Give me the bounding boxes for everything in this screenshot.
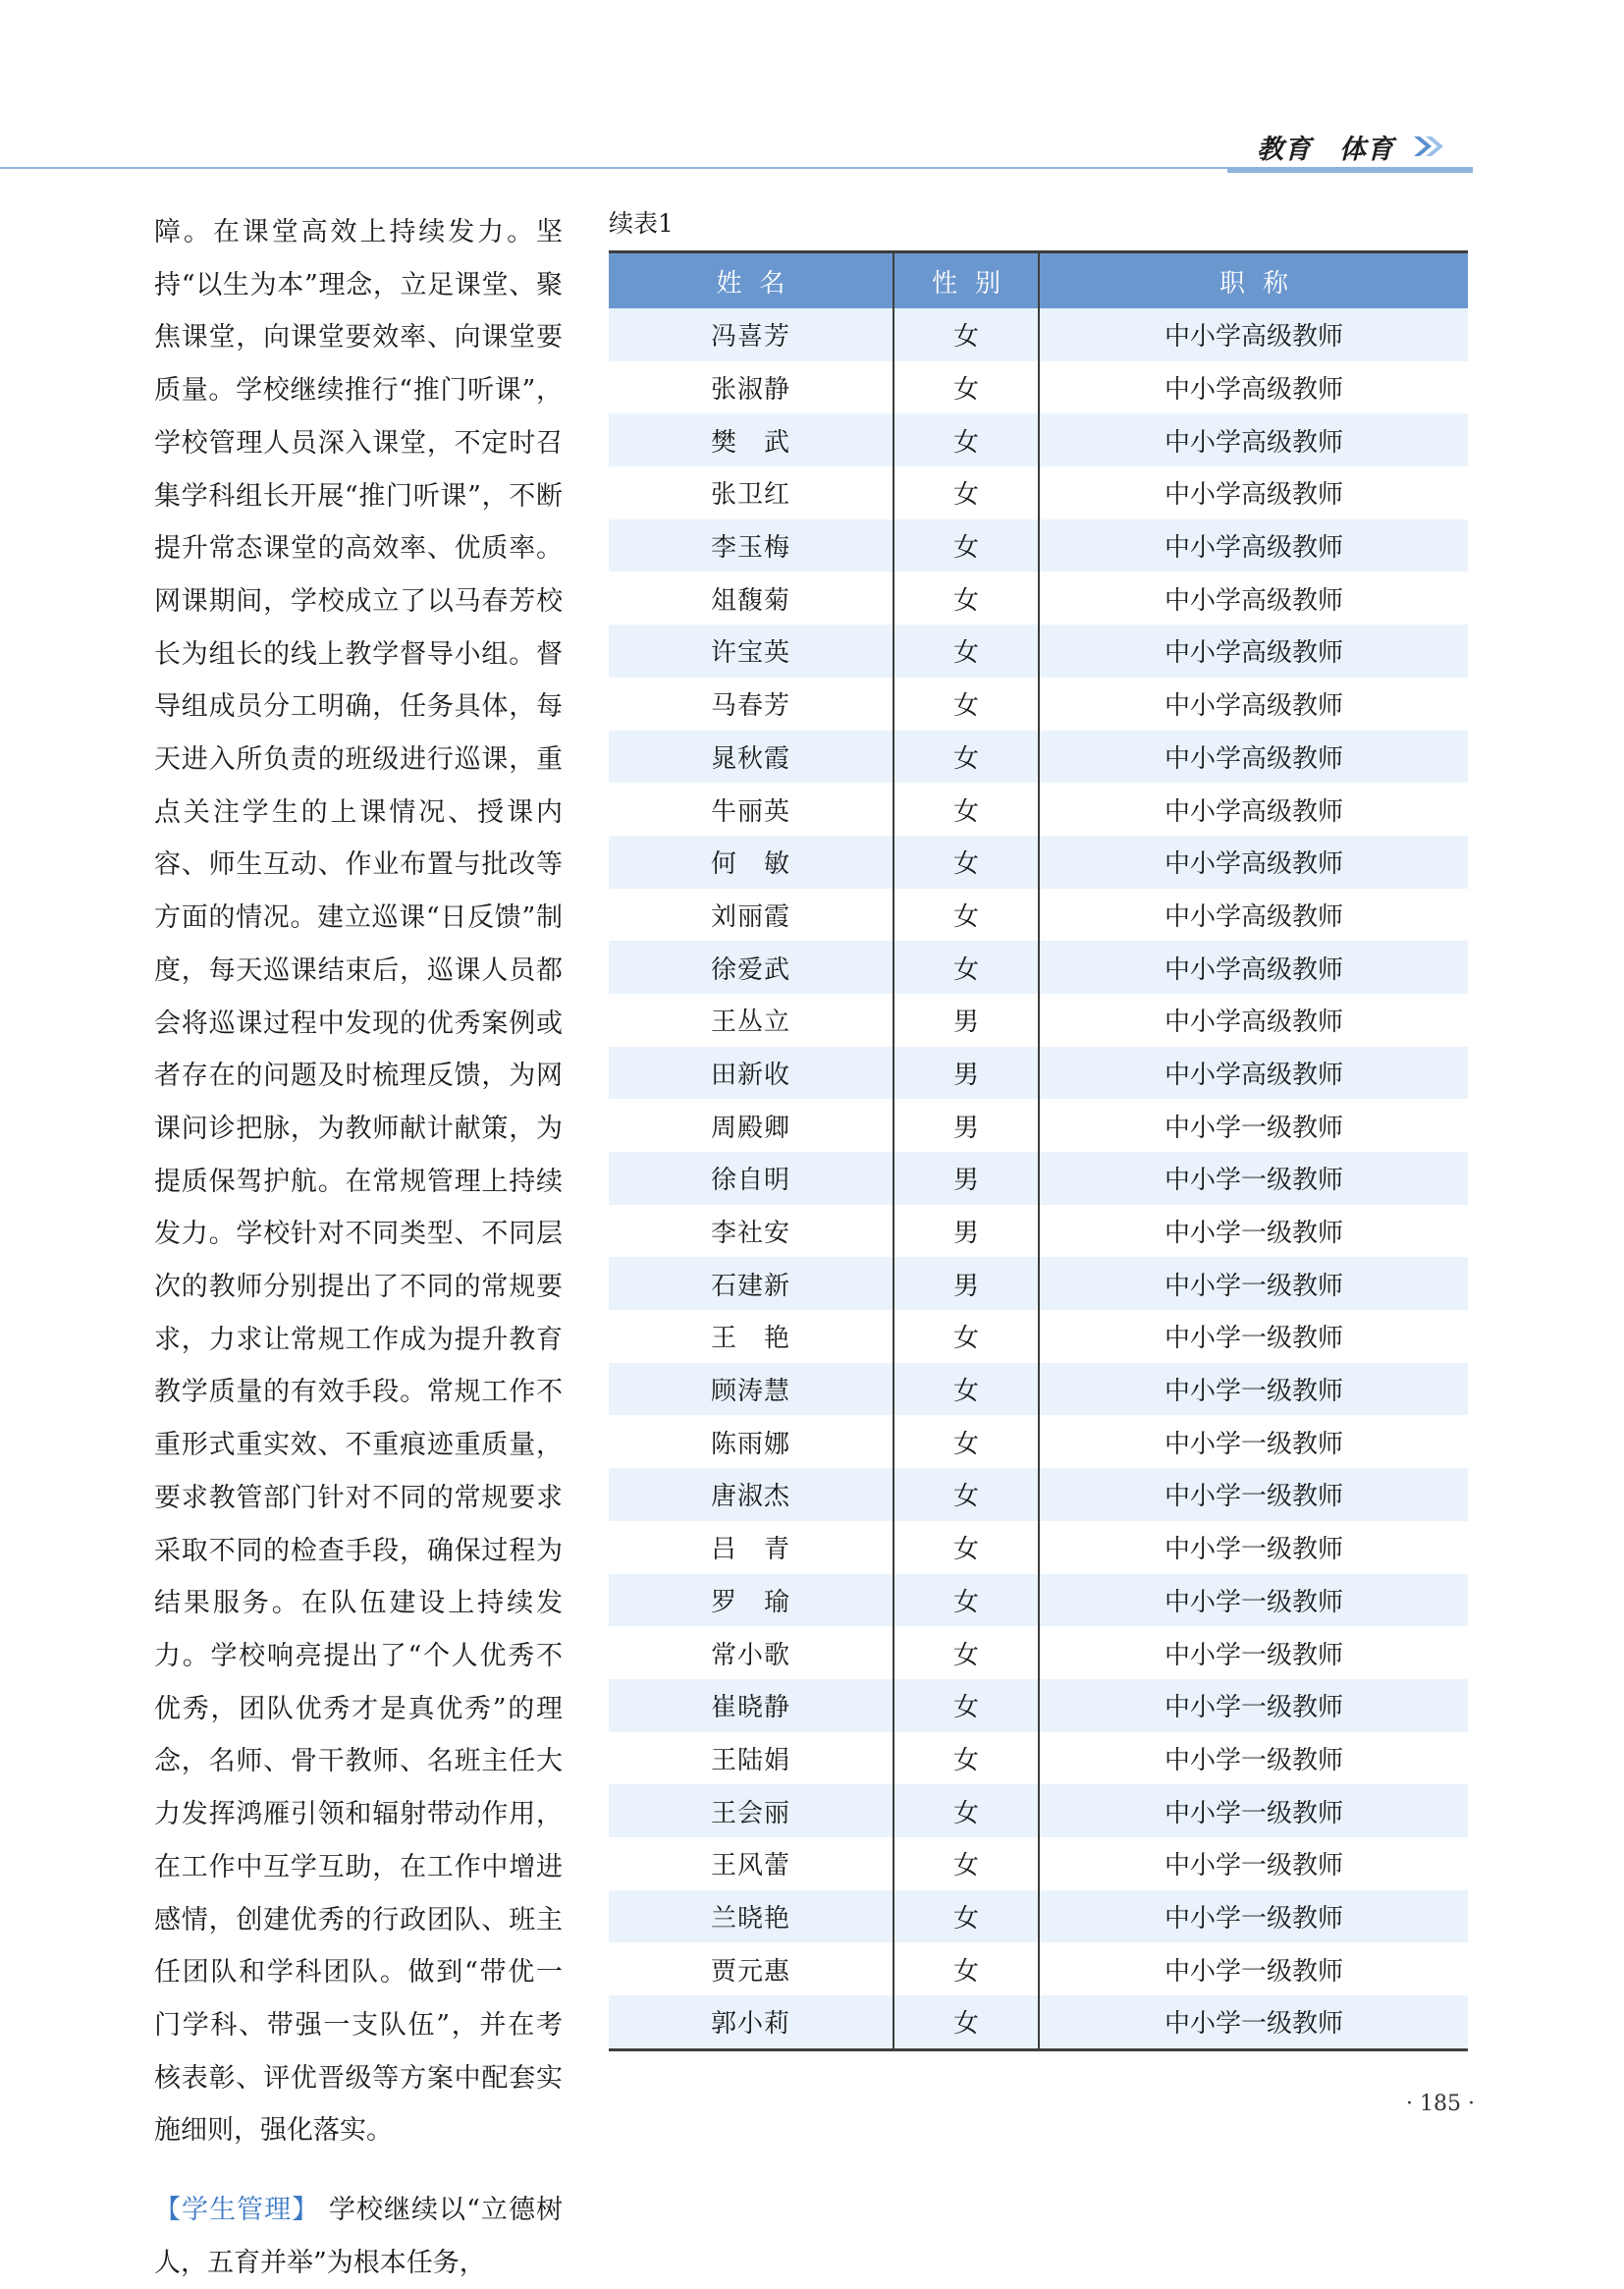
- column-header-gender: 性别: [893, 252, 1039, 309]
- cell-gender: 女: [893, 1679, 1039, 1732]
- cell-gender: 女: [893, 1574, 1039, 1627]
- cell-title: 中小学高级教师: [1039, 941, 1468, 994]
- cell-title: 中小学一级教师: [1039, 1152, 1468, 1205]
- table-row: [609, 1363, 1468, 1416]
- cell-gender: 女: [893, 889, 1039, 942]
- column-header-name: 姓名: [609, 252, 893, 309]
- cell-title: 中小学高级教师: [1039, 308, 1468, 361]
- table-row: [609, 1732, 1468, 1785]
- table-row: [609, 889, 1468, 942]
- cell-gender: 男: [893, 1205, 1039, 1258]
- cell-name: 马春芳: [609, 678, 893, 731]
- cell-gender: 女: [893, 836, 1039, 889]
- cell-gender: 女: [893, 1732, 1039, 1785]
- cell-name: 李玉梅: [609, 519, 893, 572]
- cell-gender: 女: [893, 1363, 1039, 1416]
- table-row: [609, 1257, 1468, 1310]
- cell-gender: 女: [893, 413, 1039, 466]
- cell-name: 罗 瑜: [609, 1574, 893, 1627]
- cell-name: 牛丽英: [609, 783, 893, 836]
- cell-gender: 女: [893, 1995, 1039, 2049]
- body-paragraph-text: 学校继续以“立德树人，五育并举”为根本任务，: [154, 2195, 563, 2278]
- cell-name: 徐爱武: [609, 941, 893, 994]
- cell-name: 张淑静: [609, 361, 893, 414]
- table-body: [609, 308, 1468, 2049]
- cell-name: 唐淑杰: [609, 1468, 893, 1521]
- cell-title: 中小学高级教师: [1039, 783, 1468, 836]
- cell-title: 中小学一级教师: [1039, 1890, 1468, 1943]
- table-row: [609, 1574, 1468, 1627]
- cell-name: 石建新: [609, 1257, 893, 1310]
- cell-name: 王陆娟: [609, 1732, 893, 1785]
- cell-name: 陈雨娜: [609, 1415, 893, 1468]
- cell-name: 张卫红: [609, 466, 893, 519]
- cell-title: 中小学高级教师: [1039, 519, 1468, 572]
- cell-gender: 女: [893, 1942, 1039, 1995]
- cell-title: 中小学高级教师: [1039, 413, 1468, 466]
- table-row: [609, 1784, 1468, 1837]
- body-paragraph: 障。在课堂高效上持续发力。坚持“以生为本”理念，立足课堂、聚焦课堂，向课堂要效率、向课堂要质量。学校继续推行“推门听课”，学校管理人员深入课堂，不定时召集学科组长开展“推门听课”，不断提升常态课堂的高效率、优质率。网课期间，学校成立了以马春芳校长为组长的线上教学督导小组。督导组成员分工明确，任务具体，每天进入所负责的班级进行巡课，重点关注学生的上课情况、授课内容、师生互动、作业布置与批改等方面的情况。建立巡课“日反馈”制度，每天巡课结束后，巡课人员都会将巡课过程中发现的优秀案例或者存在的问题及时梳理反馈，为网课问诊把脉，为教师献计献策，为提质保驾护航。在常规管理上持续发力。学校针对不同类型、不同层次的教师分别提出了不同的常规要求，力求让常规工作成为提升教育教学质量的有效手段。常规工作不重形式重实效、不重痕迹重质量，要求教管部门针对不同的常规要求采取不同的检查手段，确保过程为结果服务。在队伍建设上持续发力。学校响亮提出了“个人优秀不优秀，团队优秀才是真优秀”的理念，名师、骨干教师、名班主任大力发挥鸿雁引领和辐射带动作用，在工作中互学互助，在工作中增进感情，创建优秀的行政团队、班主任团队和学科团队。做到“带优一门学科、带强一支队伍”，并在考核表彰、评优晋级等方案中配套实施细则，强化落实。: [154, 217, 563, 2147]
- cell-gender: 女: [893, 783, 1039, 836]
- cell-title: 中小学一级教师: [1039, 1574, 1468, 1627]
- table-row: [609, 1679, 1468, 1732]
- cell-name: 晁秋霞: [609, 731, 893, 784]
- table-row: [609, 1890, 1468, 1943]
- cell-name: 冯喜芳: [609, 308, 893, 361]
- table-row: [609, 308, 1468, 361]
- table-row: [609, 783, 1468, 836]
- table-row: [609, 1415, 1468, 1468]
- cell-title: 中小学一级教师: [1039, 1099, 1468, 1152]
- staff-table: [609, 250, 1468, 2051]
- table-row: [609, 466, 1468, 519]
- cell-name: 刘丽霞: [609, 889, 893, 942]
- cell-name: 崔晓静: [609, 1679, 893, 1732]
- cell-gender: 女: [893, 1521, 1039, 1574]
- cell-name: 何 敏: [609, 836, 893, 889]
- cell-title: 中小学高级教师: [1039, 678, 1468, 731]
- table-row: [609, 361, 1468, 414]
- cell-title: 中小学一级教师: [1039, 1626, 1468, 1679]
- cell-name: 顾涛慧: [609, 1363, 893, 1416]
- page-number: · 185 ·: [1406, 2092, 1475, 2116]
- cell-title: 中小学高级教师: [1039, 731, 1468, 784]
- cell-gender: 男: [893, 1099, 1039, 1152]
- cell-name: 周殿卿: [609, 1099, 893, 1152]
- cell-gender: 女: [893, 361, 1039, 414]
- table-row: [609, 413, 1468, 466]
- column-header-title: 职称: [1039, 252, 1468, 309]
- header-rule-accent: [1227, 167, 1473, 173]
- cell-gender: 女: [893, 731, 1039, 784]
- cell-name: 贾元惠: [609, 1942, 893, 1995]
- table-row: [609, 941, 1468, 994]
- table-row: [609, 1468, 1468, 1521]
- cell-gender: 男: [893, 1047, 1039, 1100]
- table-row: [609, 678, 1468, 731]
- body-text-column: [154, 206, 563, 2289]
- cell-title: 中小学一级教师: [1039, 1257, 1468, 1310]
- cell-gender: 女: [893, 1626, 1039, 1679]
- cell-gender: 女: [893, 1468, 1039, 1521]
- cell-title: 中小学高级教师: [1039, 889, 1468, 942]
- cell-gender: 女: [893, 308, 1039, 361]
- table-row: [609, 836, 1468, 889]
- cell-gender: 女: [893, 1784, 1039, 1837]
- cell-title: 中小学一级教师: [1039, 1732, 1468, 1785]
- cell-name: 兰晓艳: [609, 1890, 893, 1943]
- table-header-row: [609, 252, 1468, 309]
- cell-name: 樊 武: [609, 413, 893, 466]
- double-chevron-right-icon: [1412, 134, 1447, 159]
- cell-gender: 女: [893, 519, 1039, 572]
- cell-gender: 女: [893, 1415, 1039, 1468]
- cell-gender: 女: [893, 625, 1039, 678]
- cell-title: 中小学一级教师: [1039, 1784, 1468, 1837]
- cell-name: 常小歌: [609, 1626, 893, 1679]
- cell-gender: 男: [893, 994, 1039, 1047]
- cell-gender: 女: [893, 941, 1039, 994]
- cell-name: 李社安: [609, 1205, 893, 1258]
- cell-title: 中小学高级教师: [1039, 1047, 1468, 1100]
- cell-gender: 女: [893, 1310, 1039, 1363]
- table-row: [609, 1205, 1468, 1258]
- cell-title: 中小学一级教师: [1039, 1679, 1468, 1732]
- cell-gender: 男: [893, 1257, 1039, 1310]
- cell-title: 中小学一级教师: [1039, 1837, 1468, 1890]
- cell-gender: 男: [893, 1152, 1039, 1205]
- cell-title: 中小学一级教师: [1039, 1415, 1468, 1468]
- table-row: [609, 1310, 1468, 1363]
- cell-gender: 女: [893, 1890, 1039, 1943]
- table-row: [609, 994, 1468, 1047]
- cell-title: 中小学一级教师: [1039, 1310, 1468, 1363]
- table-row: [609, 1047, 1468, 1100]
- cell-name: 郭小莉: [609, 1995, 893, 2049]
- cell-name: 王丛立: [609, 994, 893, 1047]
- cell-name: 王风蕾: [609, 1837, 893, 1890]
- cell-title: 中小学高级教师: [1039, 361, 1468, 414]
- cell-name: 俎馥菊: [609, 572, 893, 625]
- cell-title: 中小学高级教师: [1039, 466, 1468, 519]
- cell-gender: 女: [893, 466, 1039, 519]
- table-row: [609, 1995, 1468, 2049]
- cell-title: 中小学一级教师: [1039, 1205, 1468, 1258]
- table-row: [609, 519, 1468, 572]
- table-row: [609, 1099, 1468, 1152]
- cell-title: 中小学高级教师: [1039, 836, 1468, 889]
- section-title: 教育 体育: [1257, 135, 1394, 165]
- cell-name: 王会丽: [609, 1784, 893, 1837]
- cell-title: 中小学高级教师: [1039, 572, 1468, 625]
- cell-name: 徐自明: [609, 1152, 893, 1205]
- table-caption: 续表1: [609, 209, 674, 238]
- table-row: [609, 1521, 1468, 1574]
- body-paragraph: [154, 2184, 563, 2289]
- cell-title: 中小学一级教师: [1039, 1363, 1468, 1416]
- table-row: [609, 1626, 1468, 1679]
- cell-name: 王 艳: [609, 1310, 893, 1363]
- cell-title: 中小学高级教师: [1039, 625, 1468, 678]
- cell-title: 中小学一级教师: [1039, 1942, 1468, 1995]
- cell-gender: 女: [893, 572, 1039, 625]
- table-row: [609, 731, 1468, 784]
- table-row: [609, 572, 1468, 625]
- table-row: [609, 625, 1468, 678]
- cell-gender: 女: [893, 678, 1039, 731]
- cell-name: 许宝英: [609, 625, 893, 678]
- cell-gender: 女: [893, 1837, 1039, 1890]
- section-tag: 【学生管理】: [154, 2195, 320, 2226]
- cell-title: 中小学一级教师: [1039, 1468, 1468, 1521]
- cell-title: 中小学一级教师: [1039, 1995, 1468, 2049]
- cell-name: 吕 青: [609, 1521, 893, 1574]
- table-row: [609, 1942, 1468, 1995]
- cell-title: 中小学高级教师: [1039, 994, 1468, 1047]
- table-row: [609, 1152, 1468, 1205]
- cell-name: 田新收: [609, 1047, 893, 1100]
- table-row: [609, 1837, 1468, 1890]
- cell-title: 中小学一级教师: [1039, 1521, 1468, 1574]
